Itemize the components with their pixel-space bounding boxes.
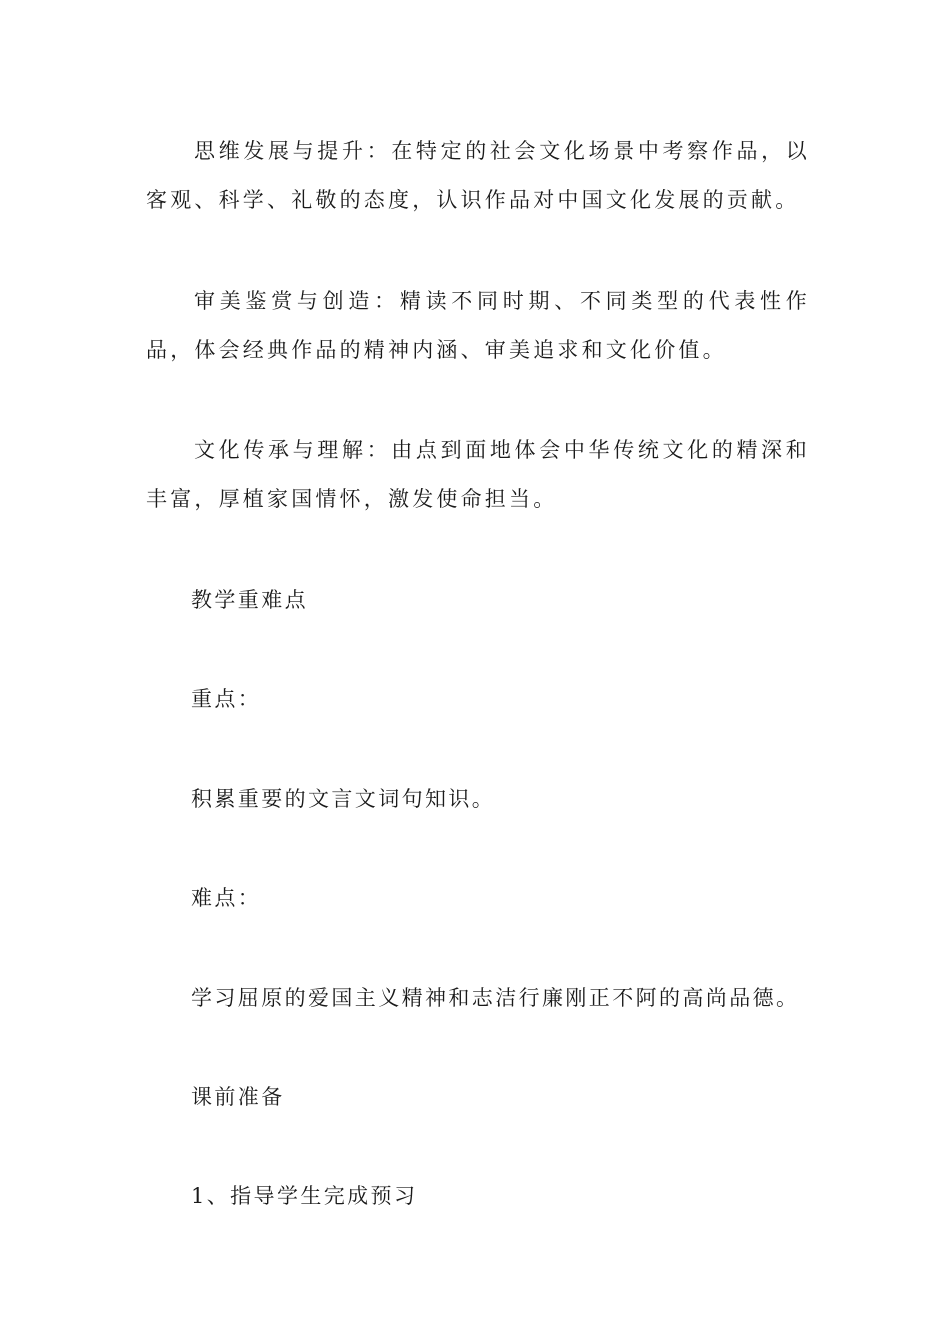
heading-key-and-difficult-points: 教学重难点 <box>191 588 308 612</box>
heading-class-preparation: 课前准备 <box>191 1085 285 1109</box>
paragraph-cultural-inheritance: 文化传承与理解：由点到面地体会中华传统文化的精深和丰富，厚植家国情怀，激发使命担当。 <box>146 438 810 511</box>
difficulty-label: 难点： <box>191 886 262 910</box>
preparation-item-1: 1、指导学生完成预习 <box>191 1184 418 1208</box>
key-point-label: 重点： <box>191 687 262 711</box>
paragraph-aesthetic-appreciation: 审美鉴赏与创造：精读不同时期、不同类型的代表性作品，体会经典作品的精神内涵、审美追求和文化价值。 <box>146 289 810 362</box>
key-point-text: 积累重要的文言文词句知识。 <box>191 787 496 811</box>
difficulty-text: 学习屈原的爱国主义精神和志洁行廉刚正不阿的高尚品德。 <box>191 986 800 1010</box>
paragraph-thinking-development: 思维发展与提升：在特定的社会文化场景中考察作品，以客观、科学、礼敬的态度，认识作品对中国文化发展的贡献。 <box>146 139 810 212</box>
